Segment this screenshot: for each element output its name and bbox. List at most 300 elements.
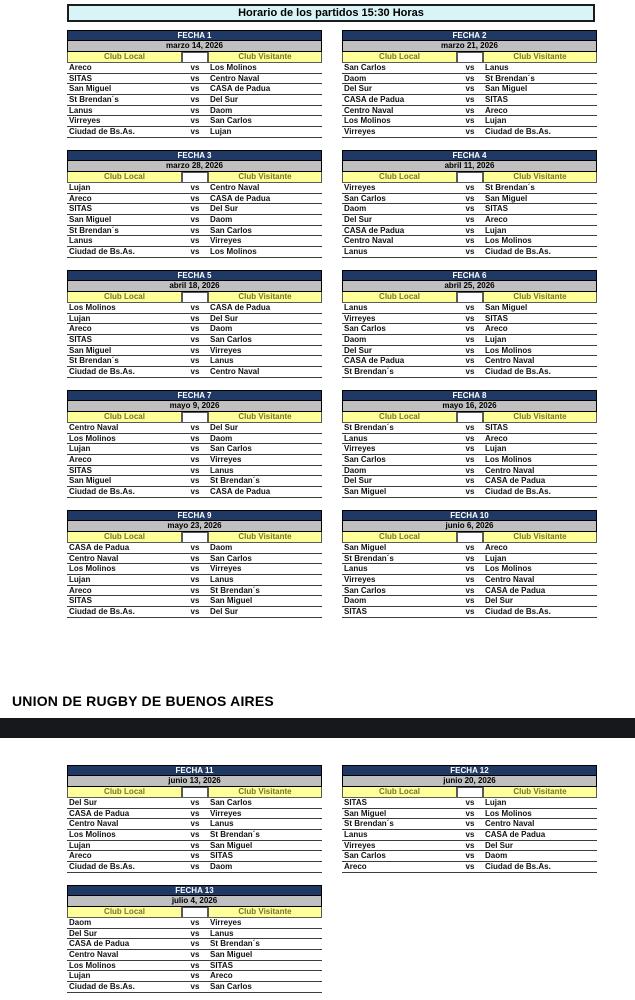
- local-team: Lujan: [69, 971, 91, 981]
- club-visitante-header: Club Visitante: [483, 412, 597, 423]
- local-team: CASA de Padua: [344, 95, 405, 105]
- vs-label: vs: [190, 215, 200, 225]
- vs-label: vs: [190, 313, 200, 323]
- visitante-team: St Brendan´s: [485, 183, 535, 192]
- local-team: St Brendan´s: [344, 553, 394, 563]
- vs-label: vs: [190, 476, 200, 486]
- match-row: [342, 554, 597, 565]
- match-row: [67, 346, 322, 357]
- club-visitante-header: Club Visitante: [483, 52, 597, 63]
- vs-label: vs: [190, 116, 200, 126]
- vs-label: vs: [465, 215, 475, 225]
- divider-bar: [0, 718, 635, 738]
- visitante-team: Daom: [210, 862, 233, 872]
- visitante-team: Lujan: [210, 127, 232, 137]
- fecha-header: FECHA 13: [67, 885, 322, 896]
- local-team: St Brendan´s: [69, 95, 119, 105]
- local-team: Los Molinos: [69, 564, 116, 574]
- vs-label: vs: [465, 324, 475, 334]
- fecha-header: FECHA 7: [67, 390, 322, 401]
- vs-label: vs: [190, 127, 200, 137]
- match-row: [342, 63, 597, 74]
- club-visitante-header: Club Visitante: [208, 532, 322, 543]
- match-row: [342, 543, 597, 554]
- visitante-team: CASA de Padua: [485, 476, 546, 486]
- visitante-team: Daom: [210, 433, 233, 443]
- local-team: Lujan: [69, 840, 91, 850]
- local-team: Centro Naval: [344, 236, 394, 246]
- match-row: [67, 929, 322, 940]
- vs-label: vs: [465, 575, 475, 585]
- local-team: San Miguel: [69, 215, 112, 225]
- visitante-team: Daom: [485, 851, 508, 861]
- match-row: [342, 247, 597, 258]
- match-row: [67, 554, 322, 565]
- visitante-team: Daom: [210, 215, 233, 225]
- visitante-team: Lanus: [210, 819, 234, 829]
- vs-label: vs: [465, 596, 475, 606]
- vs-label: vs: [465, 465, 475, 475]
- local-team: San Miguel: [344, 487, 387, 497]
- visitante-team: San Carlos: [210, 553, 252, 563]
- local-team: CASA de Padua: [344, 225, 405, 235]
- local-team: St Brendan´s: [69, 225, 119, 235]
- match-row: [342, 95, 597, 106]
- local-team: Areco: [69, 193, 92, 203]
- vs-label: vs: [190, 367, 200, 377]
- match-row: [67, 74, 322, 85]
- vs-label: vs: [465, 247, 475, 257]
- fecha-date: junio 13, 2026: [67, 776, 322, 787]
- visitante-team: Areco: [485, 433, 508, 443]
- local-team: Lanus: [69, 105, 93, 115]
- fecha-header: FECHA 5: [67, 270, 322, 281]
- match-row: [67, 982, 322, 993]
- fecha-columns-header: [67, 412, 322, 423]
- match-row: [342, 236, 597, 247]
- vs-label: vs: [465, 356, 475, 366]
- visitante-team: Virreyes: [210, 918, 242, 927]
- fecha-date: junio 20, 2026: [342, 776, 597, 787]
- vs-label: vs: [465, 808, 475, 818]
- club-local-header: Club Local: [67, 907, 182, 918]
- local-team: Areco: [69, 851, 92, 861]
- club-visitante-header: Club Visitante: [483, 787, 597, 798]
- local-team: San Miguel: [344, 543, 387, 552]
- vs-label: vs: [465, 840, 475, 850]
- page-title: Horario de los partidos 15:30 Horas: [67, 4, 595, 22]
- local-team: SITAS: [344, 798, 367, 807]
- match-row: [67, 455, 322, 466]
- match-row: [342, 862, 597, 873]
- visitante-team: Del Sur: [210, 313, 239, 323]
- match-row: [342, 204, 597, 215]
- vs-label: vs: [190, 607, 200, 617]
- match-row: [67, 586, 322, 597]
- club-visitante-header: Club Visitante: [208, 52, 322, 63]
- visitante-team: Los Molinos: [485, 345, 532, 355]
- vs-label: vs: [465, 204, 475, 214]
- vs-label: vs: [465, 236, 475, 246]
- vs-label: vs: [190, 939, 200, 949]
- local-team: Virreyes: [344, 183, 376, 192]
- vs-label: vs: [190, 918, 200, 927]
- fecha-date: mayo 9, 2026: [67, 401, 322, 412]
- local-team: Los Molinos: [69, 960, 116, 970]
- match-row: [67, 939, 322, 950]
- visitante-team: Lujan: [485, 225, 507, 235]
- visitante-team: SITAS: [485, 95, 508, 105]
- fecha-table: [67, 270, 322, 378]
- visitante-team: SITAS: [485, 423, 508, 432]
- visitante-team: Virreyes: [210, 345, 242, 355]
- fecha-header: FECHA 9: [67, 510, 322, 521]
- vs-label: vs: [465, 798, 475, 807]
- vs-label: vs: [190, 63, 200, 72]
- visitante-team: St Brendan´s: [210, 476, 260, 486]
- local-team: Virreyes: [69, 116, 101, 126]
- match-row: [67, 564, 322, 575]
- fecha-header: FECHA 6: [342, 270, 597, 281]
- vs-column-spacer: [457, 52, 483, 63]
- local-team: San Carlos: [344, 193, 386, 203]
- visitante-team: Los Molinos: [210, 247, 257, 257]
- vs-label: vs: [190, 73, 200, 83]
- fecha-table: [342, 390, 597, 498]
- match-row: [67, 324, 322, 335]
- fecha-table: [67, 150, 322, 258]
- vs-label: vs: [465, 444, 475, 454]
- match-row: [342, 575, 597, 586]
- match-row: [67, 247, 322, 258]
- club-local-header: Club Local: [67, 52, 182, 63]
- match-row: [67, 862, 322, 873]
- visitante-team: Ciudad de Bs.As.: [485, 487, 551, 497]
- visitante-team: Virreyes: [210, 455, 242, 465]
- vs-label: vs: [465, 819, 475, 829]
- local-team: Los Molinos: [69, 303, 116, 312]
- local-team: St Brendan´s: [344, 819, 394, 829]
- local-team: Daom: [344, 73, 367, 83]
- vs-label: vs: [465, 830, 475, 840]
- local-team: Centro Naval: [69, 553, 119, 563]
- vs-label: vs: [465, 345, 475, 355]
- vs-label: vs: [190, 95, 200, 105]
- local-team: Lanus: [344, 303, 368, 312]
- vs-label: vs: [190, 487, 200, 497]
- visitante-team: San Miguel: [485, 193, 528, 203]
- fecha-columns-header: [342, 52, 597, 63]
- match-row: [67, 335, 322, 346]
- vs-label: vs: [190, 433, 200, 443]
- visitante-team: SITAS: [485, 313, 508, 323]
- match-row: [67, 116, 322, 127]
- vs-label: vs: [190, 543, 200, 552]
- vs-label: vs: [190, 851, 200, 861]
- visitante-team: San Miguel: [210, 596, 253, 606]
- local-team: Los Molinos: [69, 830, 116, 840]
- match-row: [67, 841, 322, 852]
- match-row: [67, 596, 322, 607]
- visitante-team: San Carlos: [210, 444, 252, 454]
- vs-label: vs: [190, 335, 200, 345]
- match-row: [67, 971, 322, 982]
- fecha-date: abril 11, 2026: [342, 161, 597, 172]
- local-team: Lanus: [344, 247, 368, 257]
- match-row: [342, 466, 597, 477]
- vs-column-spacer: [182, 907, 208, 918]
- club-local-header: Club Local: [342, 787, 457, 798]
- vs-label: vs: [465, 862, 475, 872]
- vs-label: vs: [465, 303, 475, 312]
- match-row: [342, 226, 597, 237]
- fecha-columns-header: [67, 52, 322, 63]
- local-team: Ciudad de Bs.As.: [69, 862, 135, 872]
- visitante-team: Centro Naval: [485, 465, 535, 475]
- vs-column-spacer: [457, 292, 483, 303]
- vs-column-spacer: [457, 532, 483, 543]
- vs-label: vs: [465, 564, 475, 574]
- vs-label: vs: [190, 303, 200, 312]
- visitante-team: Del Sur: [210, 423, 239, 432]
- match-row: [342, 809, 597, 820]
- visitante-team: CASA de Padua: [210, 303, 271, 312]
- visitante-team: Centro Naval: [210, 73, 260, 83]
- club-visitante-header: Club Visitante: [208, 787, 322, 798]
- local-team: Los Molinos: [69, 433, 116, 443]
- visitante-team: Lujan: [485, 444, 507, 454]
- local-team: Ciudad de Bs.As.: [69, 982, 135, 992]
- club-visitante-header: Club Visitante: [483, 172, 597, 183]
- local-team: Areco: [69, 585, 92, 595]
- local-team: Lanus: [344, 433, 368, 443]
- visitante-team: CASA de Padua: [485, 585, 546, 595]
- club-local-header: Club Local: [342, 292, 457, 303]
- club-visitante-header: Club Visitante: [483, 532, 597, 543]
- match-row: [342, 444, 597, 455]
- vs-label: vs: [465, 543, 475, 552]
- match-row: [67, 215, 322, 226]
- local-team: Ciudad de Bs.As.: [69, 127, 135, 137]
- vs-label: vs: [190, 950, 200, 960]
- fecha-date: marzo 21, 2026: [342, 41, 597, 52]
- visitante-team: St Brendan´s: [210, 585, 260, 595]
- visitante-team: Daom: [210, 324, 233, 334]
- local-team: Areco: [69, 63, 92, 72]
- match-row: [67, 194, 322, 205]
- visitante-team: Daom: [210, 105, 233, 115]
- vs-label: vs: [190, 84, 200, 94]
- fecha-columns-header: [342, 292, 597, 303]
- local-team: Virreyes: [344, 575, 376, 585]
- local-team: San Miguel: [344, 808, 387, 818]
- match-row: [67, 444, 322, 455]
- match-row: [67, 607, 322, 618]
- fecha-columns-header: [342, 172, 597, 183]
- local-team: Ciudad de Bs.As.: [69, 487, 135, 497]
- local-team: Del Sur: [344, 215, 373, 225]
- vs-label: vs: [190, 862, 200, 872]
- vs-label: vs: [465, 487, 475, 497]
- vs-label: vs: [465, 127, 475, 137]
- visitante-team: Los Molinos: [485, 236, 532, 246]
- fecha-date: marzo 14, 2026: [67, 41, 322, 52]
- vs-label: vs: [190, 596, 200, 606]
- match-row: [342, 74, 597, 85]
- vs-label: vs: [190, 455, 200, 465]
- local-team: Areco: [69, 324, 92, 334]
- match-row: [342, 851, 597, 862]
- match-row: [67, 314, 322, 325]
- visitante-team: SITAS: [485, 204, 508, 214]
- match-row: [342, 476, 597, 487]
- fecha-header: FECHA 11: [67, 765, 322, 776]
- match-row: [342, 455, 597, 466]
- local-team: St Brendan´s: [344, 367, 394, 377]
- vs-label: vs: [465, 553, 475, 563]
- visitante-team: SITAS: [210, 851, 233, 861]
- vs-label: vs: [190, 356, 200, 366]
- visitante-team: San Carlos: [210, 798, 252, 807]
- visitante-team: Los Molinos: [210, 63, 257, 72]
- match-row: [342, 841, 597, 852]
- visitante-team: Ciudad de Bs.As.: [485, 862, 551, 872]
- local-team: Del Sur: [344, 476, 373, 486]
- fecha-header: FECHA 4: [342, 150, 597, 161]
- visitante-team: Lanus: [210, 465, 234, 475]
- local-team: San Miguel: [69, 84, 112, 94]
- vs-label: vs: [465, 225, 475, 235]
- union-heading: UNION DE RUGBY DE BUENOS AIRES: [12, 693, 274, 709]
- club-local-header: Club Local: [67, 787, 182, 798]
- match-row: [67, 575, 322, 586]
- visitante-team: San Carlos: [210, 225, 252, 235]
- visitante-team: Centro Naval: [485, 356, 535, 366]
- vs-label: vs: [190, 819, 200, 829]
- vs-label: vs: [190, 585, 200, 595]
- vs-label: vs: [190, 183, 200, 192]
- vs-label: vs: [190, 830, 200, 840]
- match-row: [342, 596, 597, 607]
- local-team: Del Sur: [69, 798, 98, 807]
- match-row: [342, 356, 597, 367]
- visitante-team: Los Molinos: [485, 455, 532, 465]
- vs-label: vs: [190, 225, 200, 235]
- fecha-header: FECHA 2: [342, 30, 597, 41]
- match-row: [67, 356, 322, 367]
- local-team: CASA de Padua: [69, 543, 130, 552]
- club-local-header: Club Local: [67, 292, 182, 303]
- local-team: Daom: [344, 204, 367, 214]
- vs-label: vs: [190, 798, 200, 807]
- vs-label: vs: [465, 116, 475, 126]
- match-row: [67, 950, 322, 961]
- fecha-header: FECHA 12: [342, 765, 597, 776]
- visitante-team: Los Molinos: [485, 564, 532, 574]
- club-local-header: Club Local: [67, 412, 182, 423]
- local-team: Daom: [344, 465, 367, 475]
- visitante-team: Los Molinos: [485, 808, 532, 818]
- local-team: Centro Naval: [69, 819, 119, 829]
- match-row: [342, 324, 597, 335]
- match-row: [67, 851, 322, 862]
- vs-label: vs: [190, 345, 200, 355]
- local-team: SITAS: [69, 465, 92, 475]
- vs-label: vs: [465, 607, 475, 617]
- local-team: St Brendan´s: [69, 356, 119, 366]
- fecha-date: abril 25, 2026: [342, 281, 597, 292]
- visitante-team: Del Sur: [210, 95, 239, 105]
- visitante-team: San Miguel: [485, 303, 528, 312]
- match-row: [342, 487, 597, 498]
- visitante-team: Areco: [485, 324, 508, 334]
- fecha-columns-header: [342, 532, 597, 543]
- match-row: [67, 476, 322, 487]
- visitante-team: Ciudad de Bs.As.: [485, 247, 551, 257]
- match-row: [67, 918, 322, 929]
- local-team: SITAS: [344, 607, 367, 617]
- match-row: [67, 95, 322, 106]
- club-visitante-header: Club Visitante: [208, 412, 322, 423]
- match-row: [342, 116, 597, 127]
- match-row: [67, 434, 322, 445]
- visitante-team: Lujan: [485, 798, 507, 807]
- visitante-team: CASA de Padua: [210, 487, 271, 497]
- local-team: Areco: [344, 862, 367, 872]
- visitante-team: Virreyes: [210, 236, 242, 246]
- fecha-columns-header: [67, 907, 322, 918]
- match-row: [67, 127, 322, 138]
- vs-label: vs: [190, 960, 200, 970]
- visitante-team: Lujan: [485, 335, 507, 345]
- vs-label: vs: [190, 193, 200, 203]
- visitante-team: Lujan: [485, 553, 507, 563]
- fecha-table: [67, 510, 322, 618]
- visitante-team: San Carlos: [210, 335, 252, 345]
- match-row: [67, 423, 322, 434]
- vs-label: vs: [190, 444, 200, 454]
- visitante-team: San Miguel: [210, 840, 253, 850]
- vs-column-spacer: [182, 52, 208, 63]
- vs-label: vs: [465, 476, 475, 486]
- local-team: Ciudad de Bs.As.: [69, 607, 135, 617]
- fecha-date: mayo 23, 2026: [67, 521, 322, 532]
- vs-label: vs: [465, 335, 475, 345]
- fecha-columns-header: [67, 787, 322, 798]
- vs-label: vs: [190, 928, 200, 938]
- match-row: [67, 226, 322, 237]
- visitante-team: CASA de Padua: [485, 830, 546, 840]
- visitante-team: San Miguel: [485, 84, 528, 94]
- fecha-table: [67, 390, 322, 498]
- local-team: SITAS: [69, 204, 92, 214]
- fecha-header: FECHA 3: [67, 150, 322, 161]
- match-row: [342, 215, 597, 226]
- match-row: [342, 564, 597, 575]
- local-team: Lanus: [344, 564, 368, 574]
- visitante-team: St Brendan´s: [210, 939, 260, 949]
- fecha-table: [67, 765, 322, 873]
- match-row: [67, 466, 322, 477]
- match-row: [342, 367, 597, 378]
- match-row: [342, 607, 597, 618]
- fecha-date: julio 4, 2026: [67, 896, 322, 907]
- fecha-table: [342, 765, 597, 873]
- vs-label: vs: [190, 553, 200, 563]
- local-team: Lanus: [344, 830, 368, 840]
- vs-label: vs: [465, 105, 475, 115]
- fecha-header: FECHA 8: [342, 390, 597, 401]
